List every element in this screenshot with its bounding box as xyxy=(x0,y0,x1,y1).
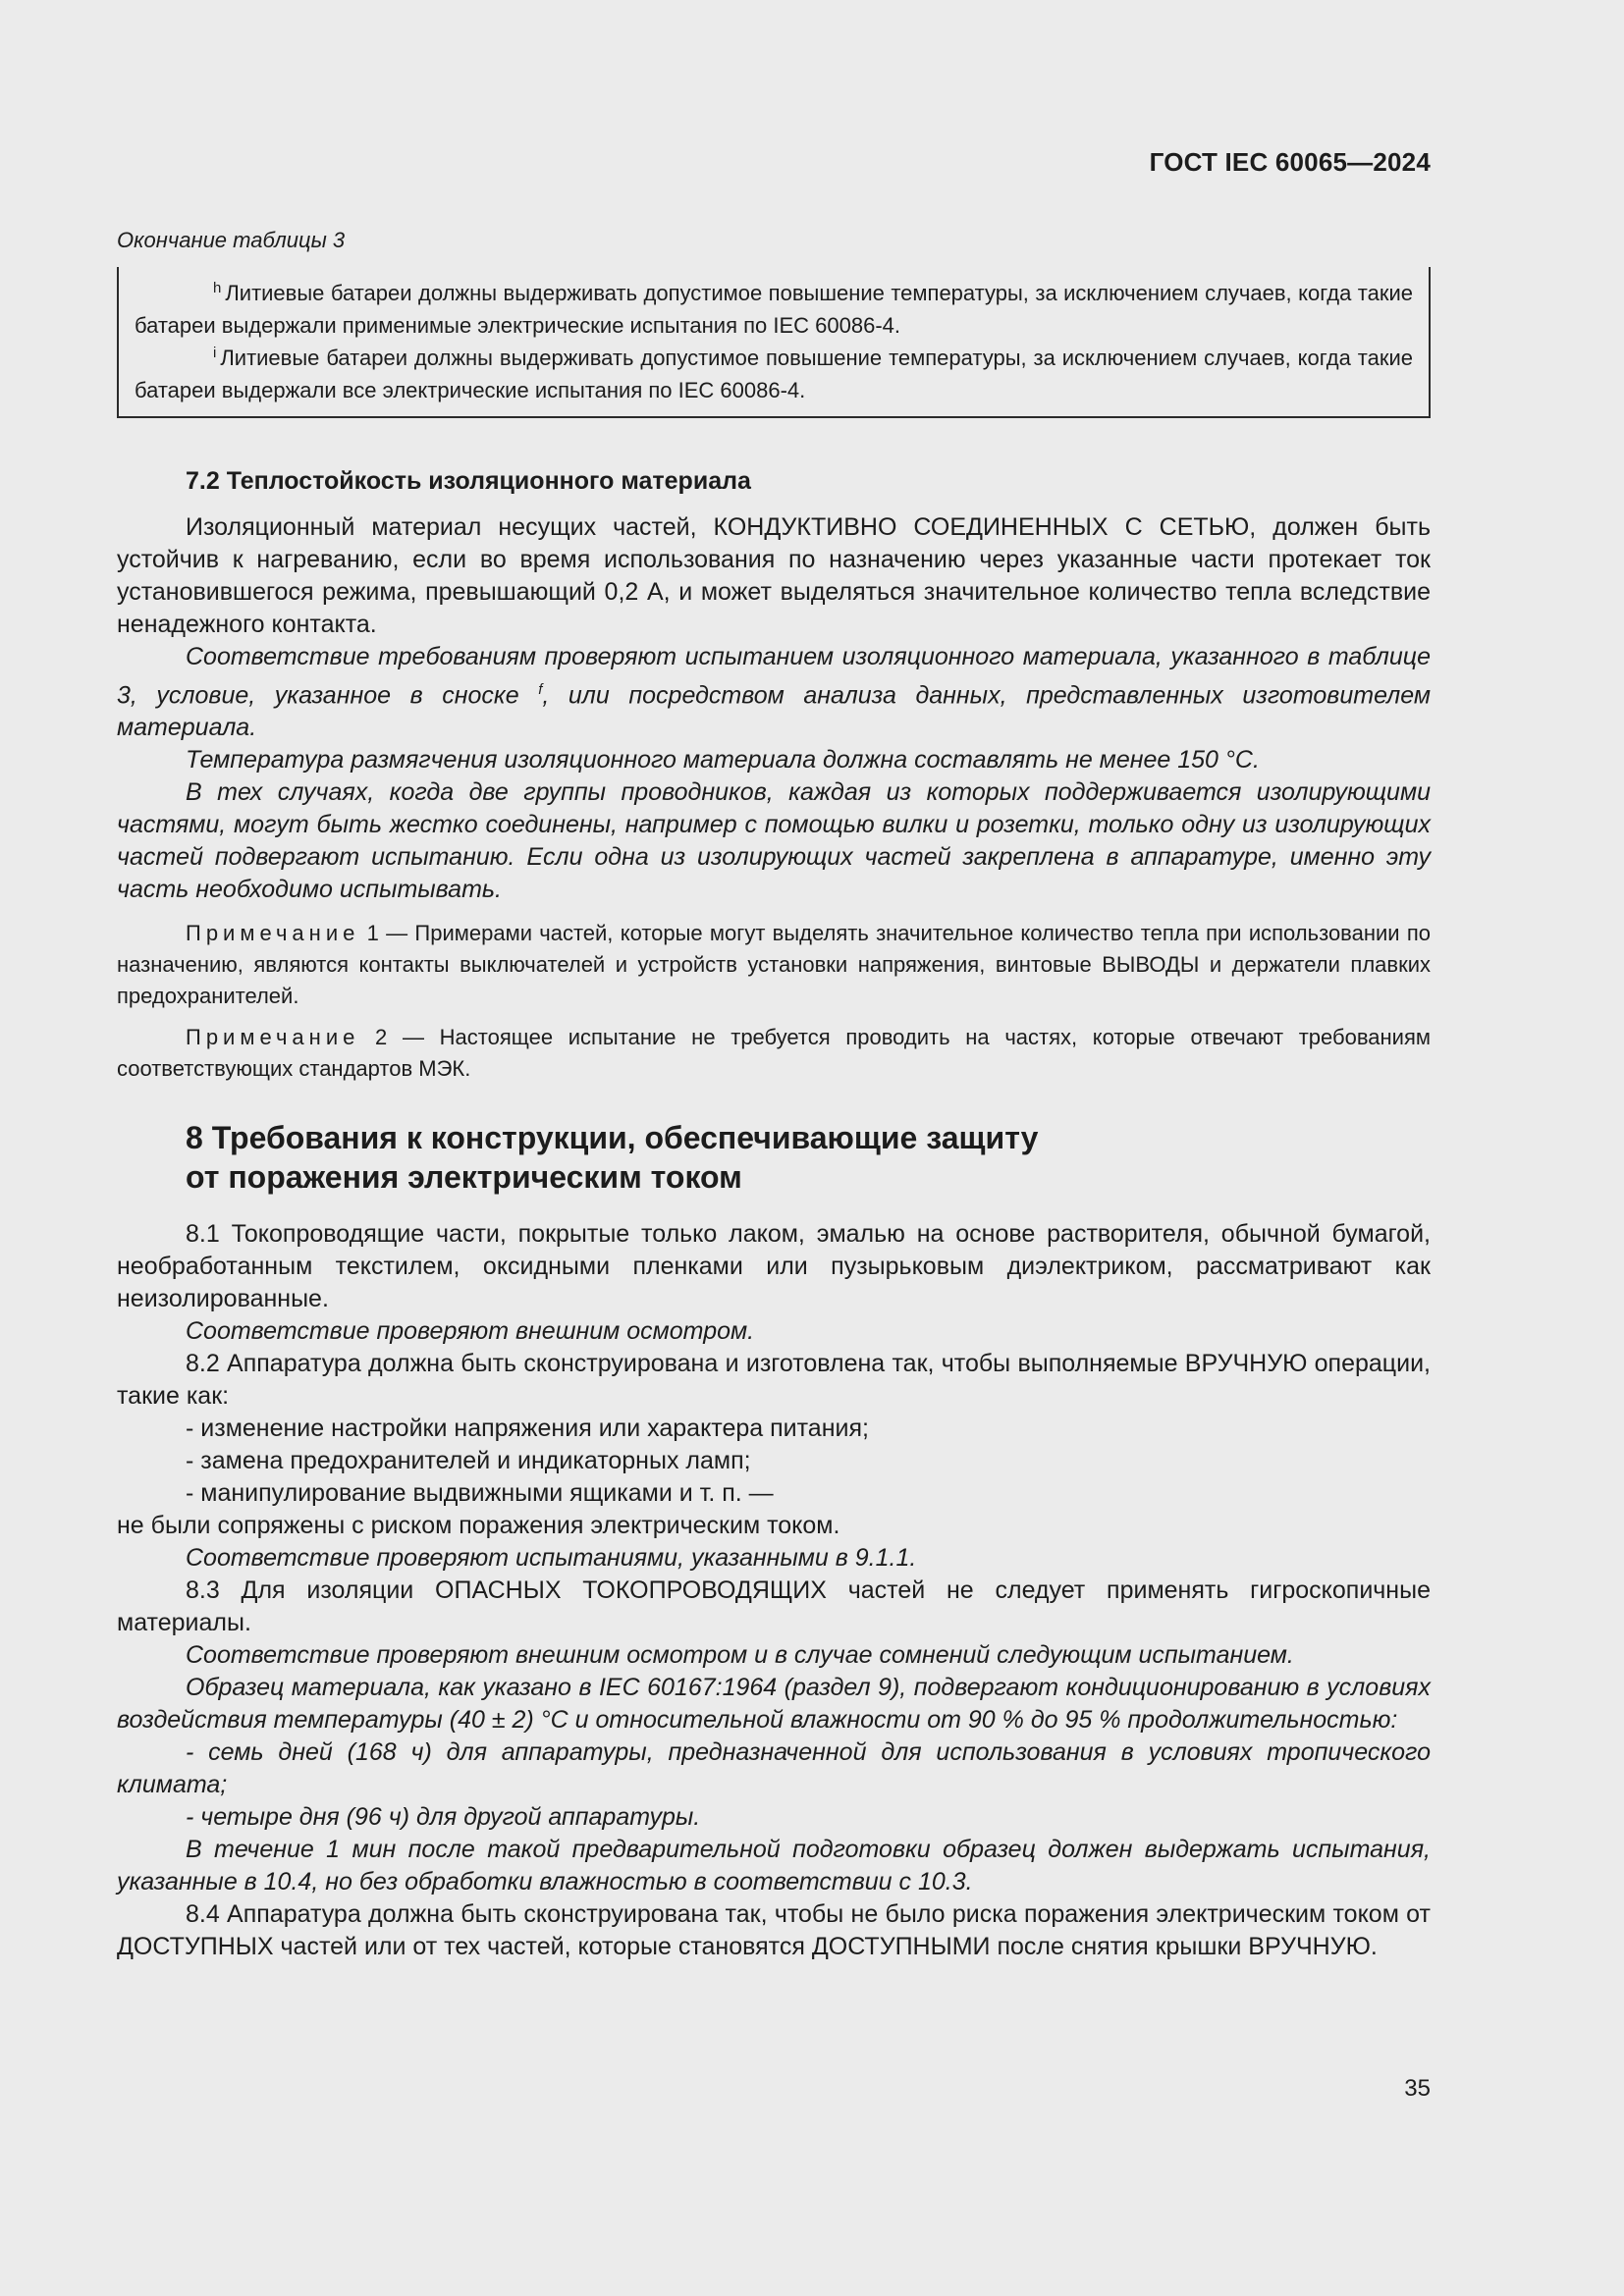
footnote-i xyxy=(135,342,1413,406)
paragraph: Температура размягчения изоляционного материала должна составлять не менее 150 °С. xyxy=(186,746,1260,774)
document-id-header: ГОСТ IEC 60065—2024 xyxy=(1149,147,1431,177)
list-item: - манипулирование выдвижными ящиками и т. п. — xyxy=(186,1479,774,1508)
paragraph: В течение 1 мин после такой предварительной подготовки образец должен выдержать испытания, указанные в 10.4, но без обработки влажностью в соответствии с 10.3. xyxy=(117,1836,1431,1896)
paragraph: не были сопряжены с риском поражения электрическим током. xyxy=(117,1512,840,1540)
paragraph-8-4: 8.4 Аппаратура должна быть сконструирована так, чтобы не было риска поражения электрическим током от ДОСТУПНЫХ частей или от тех частей, которые становятся ДОСТУПНЫМИ после снятия крышки ВРУЧНУЮ. xyxy=(117,1900,1431,1961)
subsection-heading-7-2: 7.2 Теплостойкость изоляционного материала xyxy=(186,467,751,495)
compliance-paragraph: Соответствие проверяют внешним осмотром и в случае сомнений следующим испытанием. xyxy=(186,1641,1294,1670)
footnote-h xyxy=(135,277,1413,342)
paragraph: Изоляционный материал несущих частей, КОНДУКТИВНО СОЕДИНЕННЫХ С СЕТЬЮ, должен быть устойчив к нагреванию, если во время использования по назначению через указанные части протекает ток установившегося режима, превышающий 0,2 А, и может выделяться значительное количество тепла вследствие ненадежного контакта. xyxy=(117,513,1431,638)
footnote-ref: f xyxy=(538,681,543,698)
note-label: Примечание xyxy=(186,921,360,946)
compliance-paragraph: Соответствие требованиям проверяют испытанием изоляционного материала, указанного в таблице 3, условие, указанное в сноске $^f$, или посредством анализа данных, представленных изготовителем материала. xyxy=(117,643,1432,742)
page-number: 35 xyxy=(1404,2075,1431,2102)
note-1: Примечание 1 — Примерами частей, которые могут выделять значительное количество тепла при использовании по назначению, являются контакты выключателей и устройств установки напряжения, винтовые ВЫВОДЫ и держатели плавких предохранителей. xyxy=(117,921,1431,1009)
compliance-paragraph: Соответствие проверяют внешним осмотром. xyxy=(186,1317,755,1346)
paragraph-8-1: 8.1 Токопроводящие части, покрытые только лаком, эмалью на основе растворителя, обычной бумагой, необработанным текстилем, оксидными пленками или пузырьковым диэлектриком, рассматривают как неизолированные. xyxy=(117,1220,1431,1313)
note-label: Примечание xyxy=(186,1025,360,1050)
footnote-text: Литиевые батареи должны выдерживать допустимое повышение температуры, за исключением случаев, когда такие батареи выдержали применимые электрические испытания по IEC 60086-4. xyxy=(135,281,1413,338)
list-item: - семь дней (168 ч) для аппаратуры, предназначенной для использования в условиях тропического климата; xyxy=(117,1738,1431,1799)
section-heading-8: 8 Требования к конструкции, обеспечивающие защиту от поражения электрическим током xyxy=(186,1120,1039,1196)
main-text xyxy=(117,465,1431,1963)
list-item: - изменение настройки напряжения или характера питания; xyxy=(186,1415,869,1443)
table-continuation-caption: Окончание таблицы 3 xyxy=(117,228,346,252)
list-item: - четыре дня (96 ч) для другой аппаратуры. xyxy=(186,1803,701,1832)
table-footnotes-box xyxy=(117,267,1431,418)
footnote-mark: h xyxy=(213,280,222,296)
paragraph: Образец материала, как указано в IEC 60167:1964 (раздел 9), подвергают кондиционированию в условиях воздействия температуры (40 ± 2) °С и относительной влажности от 90 % до 95 % продолжительностью: xyxy=(117,1674,1431,1735)
paragraph: В тех случаях, когда две группы проводников, каждая из которых поддерживается изолирующими частями, могут быть жестко соединены, например с помощью вилки и розетки, только одну из изолирующих частей подвергают испытанию. Если одна из изолирующих частей закреплена в аппаратуре, именно эту часть необходимо испытывать. xyxy=(117,778,1431,904)
paragraph-8-2: 8.2 Аппаратура должна быть сконструирована и изготовлена так, чтобы выполняемые ВРУЧНУЮ операции, такие как: xyxy=(117,1350,1431,1411)
footnote-text: Литиевые батареи должны выдерживать допустимое повышение температуры, за исключением случаев, когда такие батареи выдержали все электрические испытания по IEC 60086-4. xyxy=(135,346,1413,402)
paragraph-8-3: 8.3 Для изоляции ОПАСНЫХ ТОКОПРОВОДЯЩИХ частей не следует применять гигроскопичные материалы. xyxy=(117,1576,1431,1637)
compliance-paragraph: Соответствие проверяют испытаниями, указанными в 9.1.1. xyxy=(186,1544,917,1573)
list-item: - замена предохранителей и индикаторных ламп; xyxy=(186,1447,751,1475)
footnote-mark: i xyxy=(213,345,217,361)
note-2: Примечание 2 — Настоящее испытание не требуется проводить на частях, которые отвечают требованиям соответствующих стандартов МЭК. xyxy=(117,1025,1431,1082)
